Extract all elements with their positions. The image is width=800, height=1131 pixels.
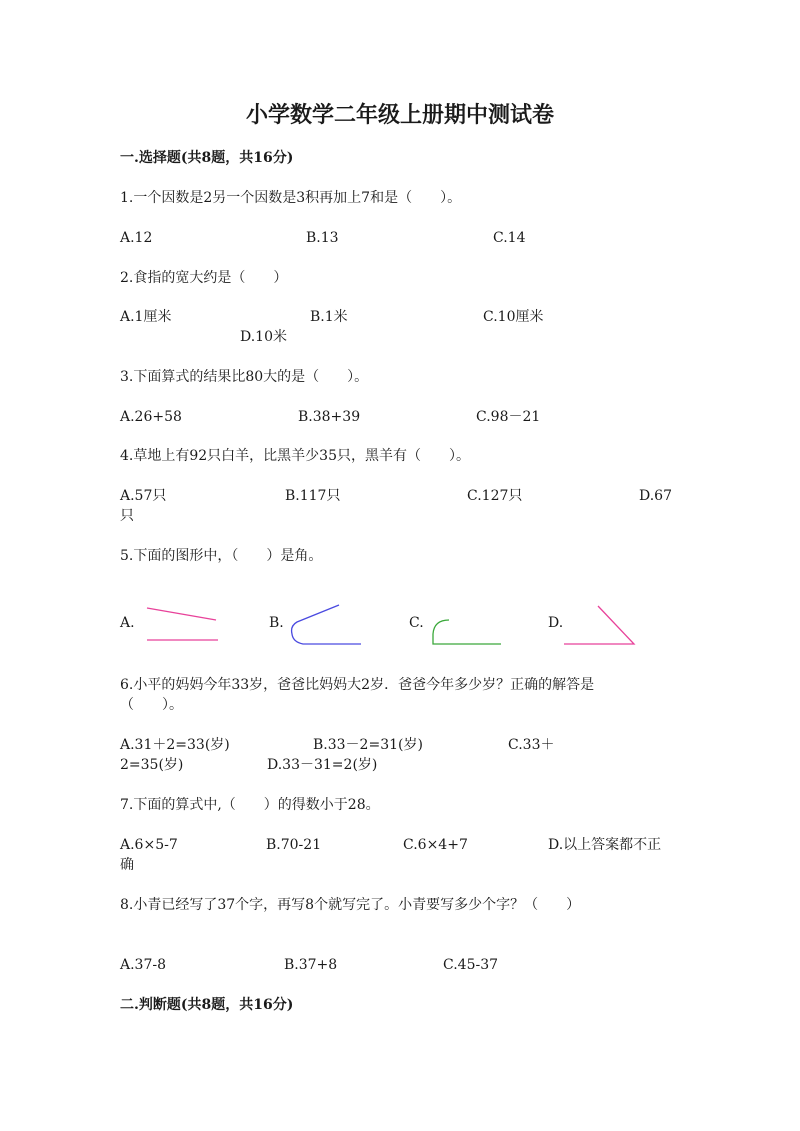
question-5-option-a: A. (120, 615, 135, 631)
question-3-option-b: B.38+39 (298, 409, 361, 425)
figure-b-curved-shape (285, 598, 375, 648)
question-6-option-b: B.33－2=31(岁) (313, 737, 423, 753)
figure-c-rounded-corner (425, 598, 515, 648)
question-7-option-a: A.6×5-7 (120, 837, 178, 853)
question-4-stem: 4.草地上有92只白羊，比黑羊少35只，黑羊有（ ）。 (120, 448, 470, 464)
question-2-option-a: A.1厘米 (120, 309, 172, 325)
question-4-option-d-wrap: 只 (120, 508, 134, 524)
question-7-option-d: D.以上答案都不正 (548, 837, 662, 853)
question-2-stem: 2.食指的宽大约是（ ） (120, 270, 288, 286)
question-5-option-b: B. (269, 615, 284, 631)
question-6-option-c-wrap: 2=35(岁) (120, 757, 184, 773)
question-8-stem: 8.小青已经写了37个字，再写8个就写完了。小青要写多少个字？（ ） (120, 897, 581, 913)
question-6-option-a: A.31＋2=33(岁) (120, 737, 230, 753)
question-4-option-b: B.117只 (285, 488, 341, 504)
question-8-option-b: B.37+8 (284, 957, 338, 973)
question-7-option-b: B.70-21 (266, 837, 322, 853)
question-2-option-b: B.1米 (310, 309, 348, 325)
question-1-option-c: C.14 (493, 230, 526, 246)
question-4-option-c: C.127只 (467, 488, 523, 504)
question-6-stem: 6.小平的妈妈今年33岁，爸爸比妈妈大2岁．爸爸今年多少岁？正确的解答是 (120, 677, 595, 693)
question-6-option-c: C.33＋ (508, 737, 555, 753)
figure-d-angle (560, 598, 650, 648)
page-title: 小学数学二年级上册期中测试卷 (245, 102, 554, 128)
question-5-stem: 5.下面的图形中，（ ）是角。 (120, 548, 323, 564)
section-heading-choice: 一.选择题(共8题，共16分) (120, 150, 294, 166)
question-2-option-c: C.10厘米 (483, 309, 544, 325)
question-1-option-b: B.13 (306, 230, 339, 246)
question-8-option-a: A.37-8 (120, 957, 167, 973)
question-7-option-d-wrap: 确 (120, 857, 134, 873)
question-5-option-d: D. (548, 615, 564, 631)
question-1-stem: 1.一个因数是2另一个因数是3积再加上7和是（ ）。 (120, 190, 462, 206)
question-3-option-c: C.98－21 (476, 409, 541, 425)
question-7-stem: 7.下面的算式中,（ ）的得数小于28。 (120, 797, 380, 813)
question-2-option-d: D.10米 (240, 329, 287, 345)
question-5-option-c: C. (409, 615, 424, 631)
question-3-stem: 3.下面算式的结果比80大的是（ ）。 (120, 369, 369, 385)
question-1-option-a: A.12 (120, 230, 153, 246)
question-4-option-a: A.57只 (120, 488, 167, 504)
question-6-option-d: D.33－31=2(岁) (267, 757, 378, 773)
question-3-option-a: A.26+58 (120, 409, 182, 425)
figure-a-two-lines (140, 598, 230, 648)
question-7-option-c: C.6×4+7 (403, 837, 468, 853)
section-heading-judgement: 二.判断题(共8题，共16分) (120, 997, 294, 1013)
question-4-option-d: D.67 (639, 488, 672, 504)
question-6-stem-wrap: （ ）。 (120, 697, 183, 713)
question-8-option-c: C.45-37 (443, 957, 499, 973)
